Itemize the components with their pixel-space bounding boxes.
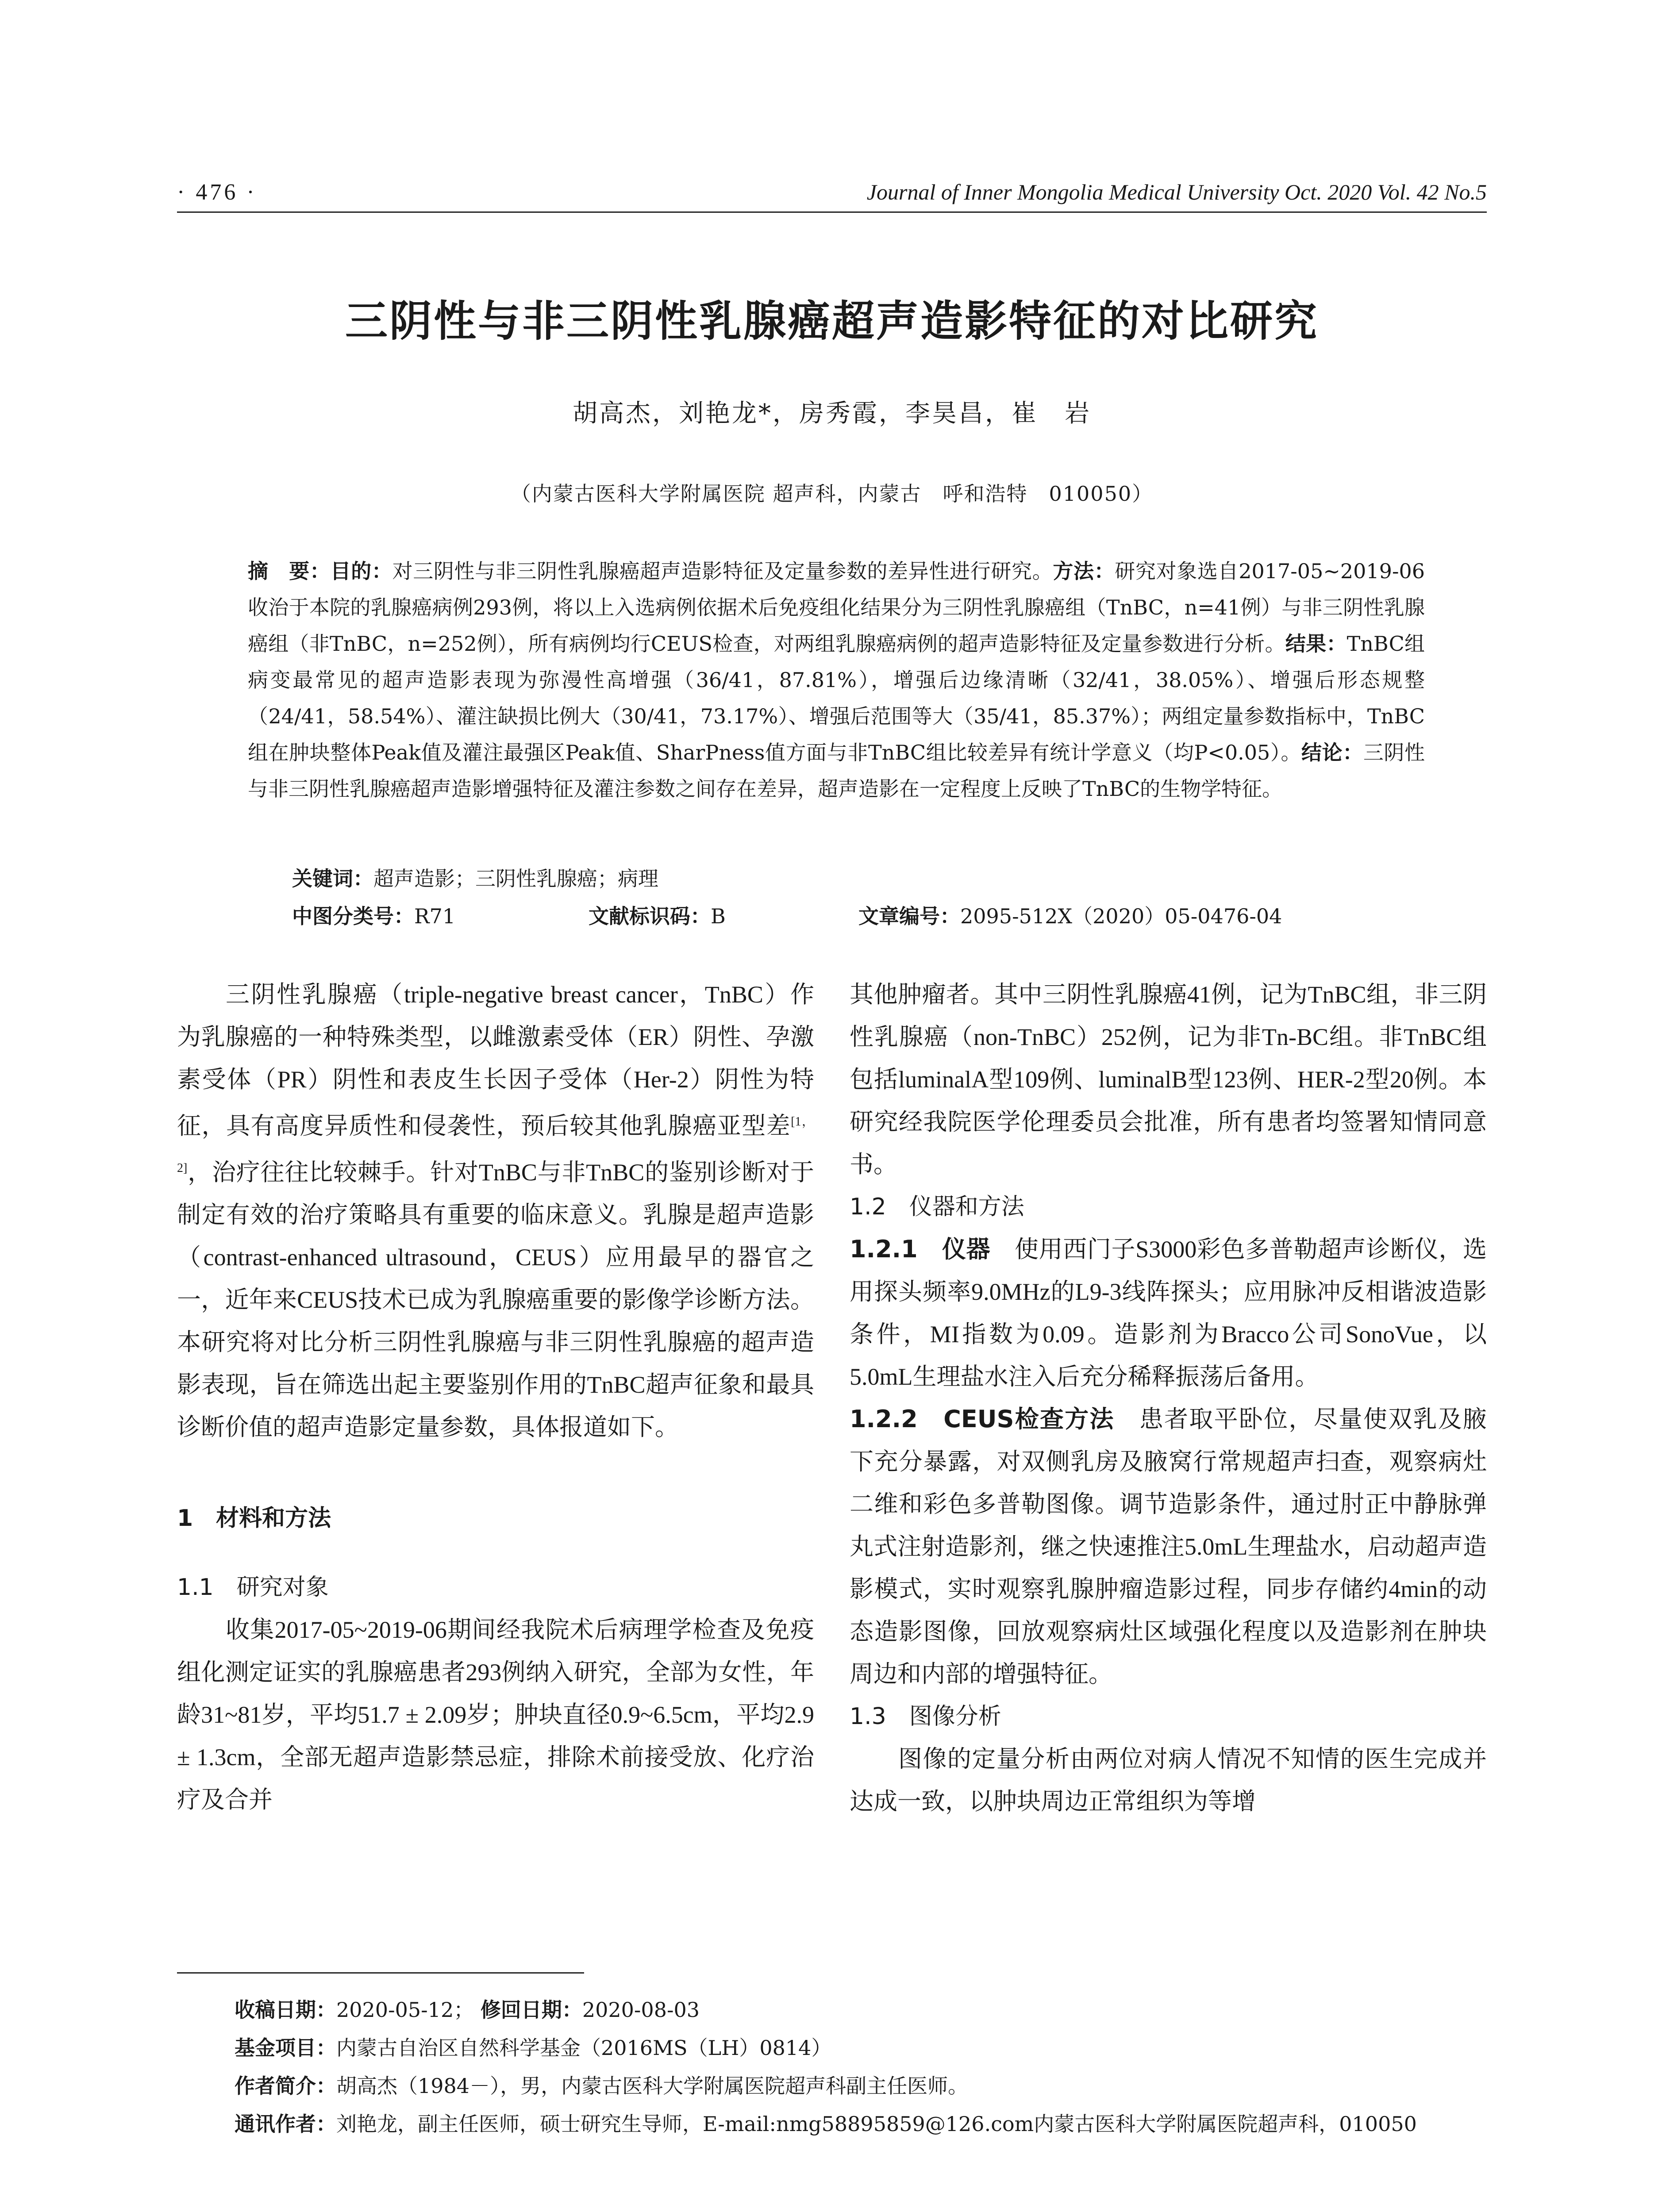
received-label: 收稿日期： xyxy=(235,1998,336,2022)
received-date: 2020-05-12； xyxy=(336,1998,474,2022)
article-title: 三阴性与非三阴性乳腺癌超声造影特征的对比研究 xyxy=(345,296,1319,346)
section-1-2-2-heading: 1.2.2 CEUS检查方法 xyxy=(850,1405,1115,1433)
left-column xyxy=(177,973,814,1821)
continued-paragraph: 其他肿瘤者。其中三阴性乳腺癌41例，记为TnBC组，非三阴性乳腺癌（non-TnBC）252例，记为非Tn-BC组。非TnBC组包括luminalA型109例、luminalB型123例、HER-2型20例。本研究经我院医学伦理委员会批准，所有患者均签署知情同意书。 xyxy=(850,981,1487,1178)
corresponding-text: 刘艳龙，副主任医师，硕士研究生导师，E-mail:nmg58895859@126.com内蒙古医科大学附属医院超声科，010050 xyxy=(336,2112,1417,2136)
section-1-2-2-text: 患者取平卧位，尽量使双乳及腋下充分暴露，对双侧乳房及腋窝行常规超声扫查，观察病灶二维和彩色多普勒图像。调节造影条件，通过肘正中静脉弹丸式注射造影剂，继之快速推注5.0mL生理盐水，启动超声造影模式，实时观察乳腺肿瘤造影过程，同步存储约4min的动态造影图像，回放观察病灶区域强化程度以及造影剂在肿块周边和内部的增强特征。 xyxy=(850,1406,1487,1687)
result-text: TnBC组病变最常见的超声造影表现为弥漫性高增强（36/41，87.81%），增强后边缘清晰（32/41，38.05%）、增强后形态规整（24/41，58.54%）、灌注缺损比例大（30/41，73.17%）、增强后范围等大（35/41，85.37%）；两组定量参数指标中，TnBC组在肿块整体Peak值及灌注最强区Peak值、SharPness值方面与非TnBC组比较差异有统计学意义（均P<0.05）。 xyxy=(248,632,1425,764)
citation-ref: [1，2] xyxy=(177,1115,814,1175)
article-number-value: 2095-512X（2020）05-0476-04 xyxy=(960,904,1282,928)
method-label: 方法： xyxy=(1053,559,1115,583)
footnotes xyxy=(235,1991,1500,2143)
intro-text-cont: ，治疗往往比较棘手。针对TnBC与非TnBC的鉴别诊断对于制定有效的治疗策略具有重要的临床意义。乳腺是超声造影（contrast-enhanced ultrasound，CEUS）应用最早的器官之一，近年来CEUS技术已成为乳腺癌重要的影像学诊断方法。本研究将对比分析三阴性乳腺癌与非三阴性乳腺癌的超声造影表现，旨在筛选出起主要鉴别作用的TnBC超声征象和最具诊断价值的超声造影定量参数，具体报道如下。 xyxy=(177,1159,814,1440)
method-text: 研究对象选自2017-05~2019-06收治于本院的乳腺癌病例293例，将以上入选病例依据术后免疫组化结果分为三阴性乳腺癌组（TnBC，n=41例）与非三阴性乳腺癌组（非TnBC，n=252例），所有病例均行CEUS检查，对两组乳腺癌病例的超声造影特征及定量参数进行分析。 xyxy=(248,559,1425,656)
objective-label: 目的： xyxy=(330,559,392,583)
clc-label: 中图分类号： xyxy=(292,904,414,928)
footnote-corresponding xyxy=(235,2105,1500,2143)
section-1-2-1 xyxy=(850,1228,1487,1398)
article-number xyxy=(858,900,1282,929)
footnote-rule xyxy=(177,1972,584,1974)
corresponding-label: 通讯作者： xyxy=(235,2112,336,2136)
section-1-2-1-text: 使用西门子S3000彩色多普勒超声诊断仪，选用探头频率9.0MHz的L9-3线阵探头；应用脉冲反相谐波造影条件，MI指数为0.09。造影剂为Bracco公司SonoVue，以5.0mL生理盐水注入后充分稀释振荡后备用。 xyxy=(850,1236,1487,1390)
keywords xyxy=(292,863,658,892)
right-column xyxy=(850,973,1487,1823)
journal-header: Journal of Inner Mongolia Medical University Oct. 2020 Vol. 42 No.5 xyxy=(866,180,1487,204)
abstract-label: 摘 要： xyxy=(248,559,331,583)
fund-text: 内蒙古自治区自然科学基金（2016MS（LH）0814） xyxy=(336,2036,832,2060)
footnote-fund xyxy=(235,2029,1500,2067)
affiliation: （内蒙古医科大学附属医院 超声科，内蒙古 呼和浩特 010050） xyxy=(510,482,1154,506)
fund-label: 基金项目： xyxy=(235,2036,336,2060)
doc-label: 文献标识码： xyxy=(589,904,711,928)
conclusion-text: 三阴性与非三阴性乳腺癌超声造影增强特征及灌注参数之间存在差异，超声造影在一定程度上反映了TnBC的生物学特征。 xyxy=(248,741,1425,801)
header-rule xyxy=(177,211,1487,213)
conclusion-label: 结论： xyxy=(1301,741,1363,764)
section-1-1-paragraph: 收集2017-05~2019-06期间经我院术后病理学检查及免疫组化测定证实的乳腺癌患者293例纳入研究，全部为女性，年龄31~81岁，平均51.7 ± 2.09岁；肿块直径0.9~6.5cm，平均2.9 ± 1.3cm，全部无超声造影禁忌症，排除术前接受放、化疗治疗及合并 xyxy=(177,1617,814,1813)
doc-code xyxy=(589,900,726,929)
section-1-3-heading: 1.3 图像分析 xyxy=(850,1703,1001,1730)
section-1-1-heading: 1.1 研究对象 xyxy=(177,1574,329,1601)
keywords-label: 关键词： xyxy=(292,867,373,891)
keywords-value: 超声造影；三阴性乳腺癌；病理 xyxy=(373,867,658,891)
author-bio-text: 胡高杰（1984－），男，内蒙古医科大学附属医院超声科副主任医师。 xyxy=(336,2074,969,2098)
objective-text: 对三阴性与非三阴性乳腺癌超声造影特征及定量参数的差异性进行研究。 xyxy=(392,559,1053,583)
page-number: · 476 · xyxy=(177,180,257,205)
section-1-2-2 xyxy=(850,1398,1487,1695)
section-1-heading: 1 材料和方法 xyxy=(177,1505,331,1532)
result-label: 结果： xyxy=(1285,632,1347,656)
authors: 胡高杰，刘艳龙*，房秀霞，李昊昌，崔 岩 xyxy=(573,399,1091,428)
clc-value: R71 xyxy=(414,904,456,928)
revised-label: 修回日期： xyxy=(480,1998,582,2022)
author-bio-label: 作者简介： xyxy=(235,2074,336,2098)
section-1-2-1-heading: 1.2.1 仪器 xyxy=(850,1235,991,1263)
clc-number xyxy=(292,900,455,929)
revised-date: 2020-08-03 xyxy=(582,1998,700,2022)
section-1-3-paragraph: 图像的定量分析由两位对病人情况不知情的医生完成并达成一致，以肿块周边正常组织为等增 xyxy=(850,1746,1487,1815)
intro-text: 三阴性乳腺癌（triple-negative breast cancer，TnBC）作为乳腺癌的一种特殊类型，以雌激素受体（ER）阴性、孕激素受体（PR）阴性和表皮生长因子受体（Her-2）阴性为特征，具有高度异质性和侵袭性，预后较其他乳腺癌亚型差 xyxy=(177,981,814,1139)
section-1-2-heading: 1.2 仪器和方法 xyxy=(850,1194,1024,1220)
abstract xyxy=(248,553,1425,807)
footnote-author xyxy=(235,2067,1500,2105)
article-number-label: 文章编号： xyxy=(858,904,960,928)
footnote-dates xyxy=(235,1991,1500,2029)
doc-value: B xyxy=(711,904,726,928)
intro-paragraph xyxy=(177,973,814,1448)
